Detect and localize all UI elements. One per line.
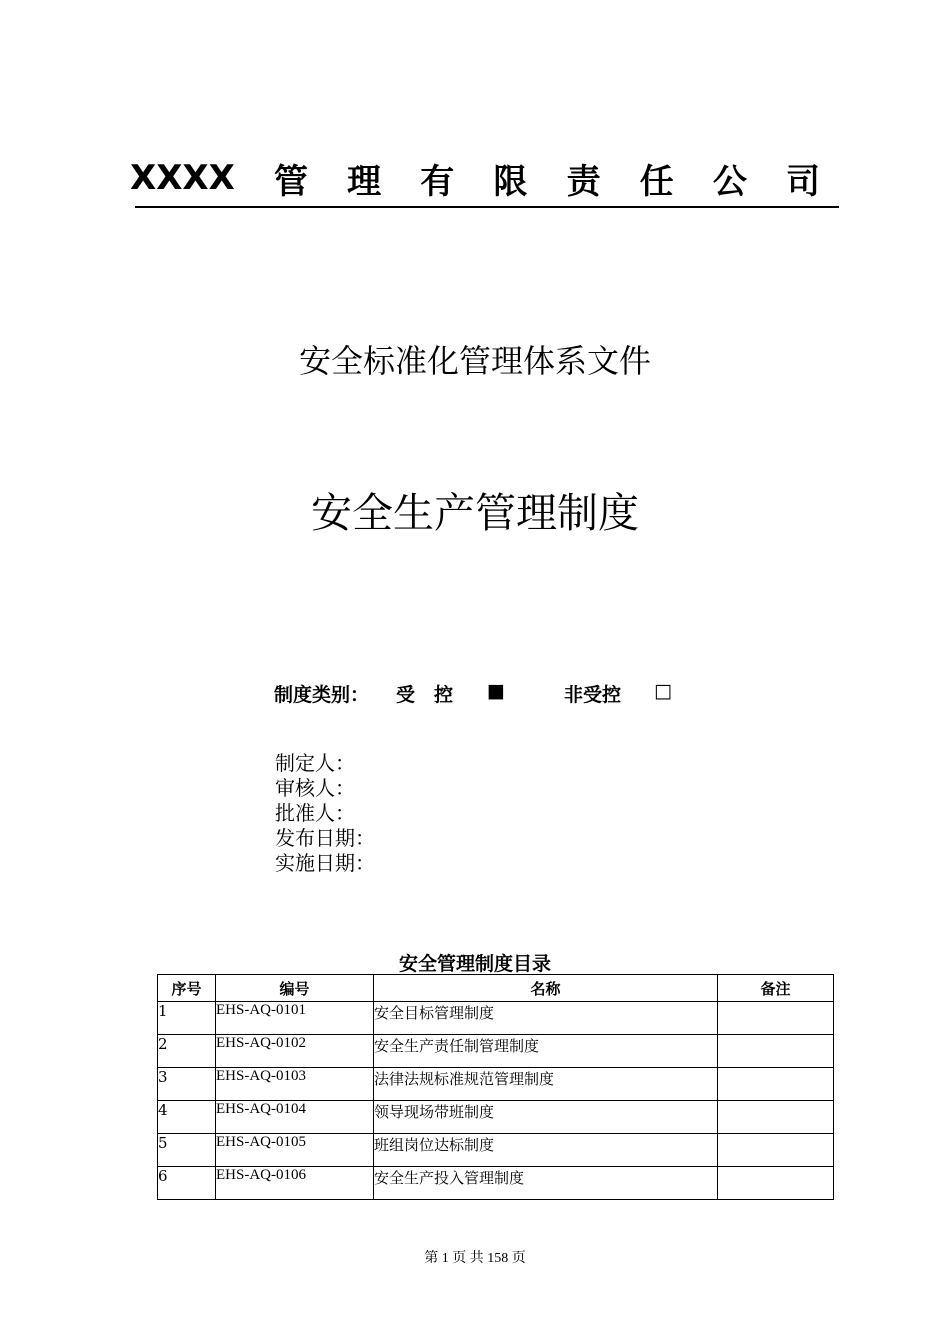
toc-header-note: 备注 (718, 975, 834, 1002)
row-no: 6 (158, 1167, 216, 1200)
row-code: EHS-AQ-0102 (216, 1035, 374, 1068)
row-name: 安全目标管理制度 (374, 1002, 718, 1035)
row-no: 1 (158, 1002, 216, 1035)
toc-header-name: 名称 (374, 975, 718, 1002)
company-title (130, 156, 820, 200)
title-underline (135, 206, 839, 208)
row-name: 班组岗位达标制度 (374, 1134, 718, 1167)
control-category-label: 制度类别： (274, 684, 370, 706)
reviewer-field: 审核人： (275, 776, 355, 800)
row-no: 3 (158, 1068, 216, 1101)
company-title-char: 责 (566, 161, 601, 202)
row-code: EHS-AQ-0101 (216, 1002, 374, 1035)
row-note (718, 1002, 834, 1035)
page-footer: 第 1 页 共 158 页 (424, 1251, 526, 1266)
row-note (718, 1101, 834, 1134)
toc-header-code: 编号 (216, 975, 374, 1002)
row-note (718, 1068, 834, 1101)
toc-header-row (158, 975, 834, 1002)
company-title-char: 理 (347, 161, 382, 202)
row-name: 安全生产投入管理制度 (374, 1167, 718, 1200)
row-code: EHS-AQ-0103 (216, 1068, 374, 1101)
row-no: 4 (158, 1101, 216, 1134)
company-title-char: 任 (639, 161, 674, 202)
row-name: 领导现场带班制度 (374, 1101, 718, 1134)
toc-table (157, 974, 834, 1200)
toc-header-no: 序号 (158, 975, 216, 1002)
company-title-char: XXXX (130, 158, 235, 198)
table-row (158, 1068, 834, 1101)
table-row (158, 1035, 834, 1068)
controlled-label: 受 控 (396, 684, 454, 706)
company-title-char: 管 (274, 161, 308, 202)
effective-date-field: 实施日期： (275, 851, 375, 875)
toc-title: 安全管理制度目录 (398, 953, 551, 975)
uncontrolled-checkbox: □ (654, 680, 672, 702)
row-note (718, 1167, 834, 1200)
row-name: 法律法规标准规范管理制度 (374, 1068, 718, 1101)
document-title: 安全生产管理制度 (311, 489, 639, 537)
row-code: EHS-AQ-0104 (216, 1101, 374, 1134)
table-row (158, 1167, 834, 1200)
table-row (158, 1101, 834, 1134)
table-row (158, 1134, 834, 1167)
row-name: 安全生产责任制管理制度 (374, 1035, 718, 1068)
table-row (158, 1002, 834, 1035)
system-title: 安全标准化管理体系文件 (298, 342, 651, 380)
signature-block (275, 751, 375, 876)
uncontrolled-label: 非受控 (564, 684, 622, 706)
company-title-char: 公 (712, 161, 747, 202)
drafter-field: 制定人： (275, 751, 355, 775)
controlled-checkbox: ■ (487, 680, 505, 702)
company-title-char: 司 (785, 161, 820, 202)
row-no: 2 (158, 1035, 216, 1068)
company-title-char: 有 (420, 161, 455, 202)
row-note (718, 1134, 834, 1167)
row-no: 5 (158, 1134, 216, 1167)
row-code: EHS-AQ-0105 (216, 1134, 374, 1167)
company-title-char: 限 (493, 161, 528, 202)
release-date-field: 发布日期： (275, 826, 375, 850)
row-code: EHS-AQ-0106 (216, 1167, 374, 1200)
row-note (718, 1035, 834, 1068)
approver-field: 批准人： (275, 801, 355, 825)
